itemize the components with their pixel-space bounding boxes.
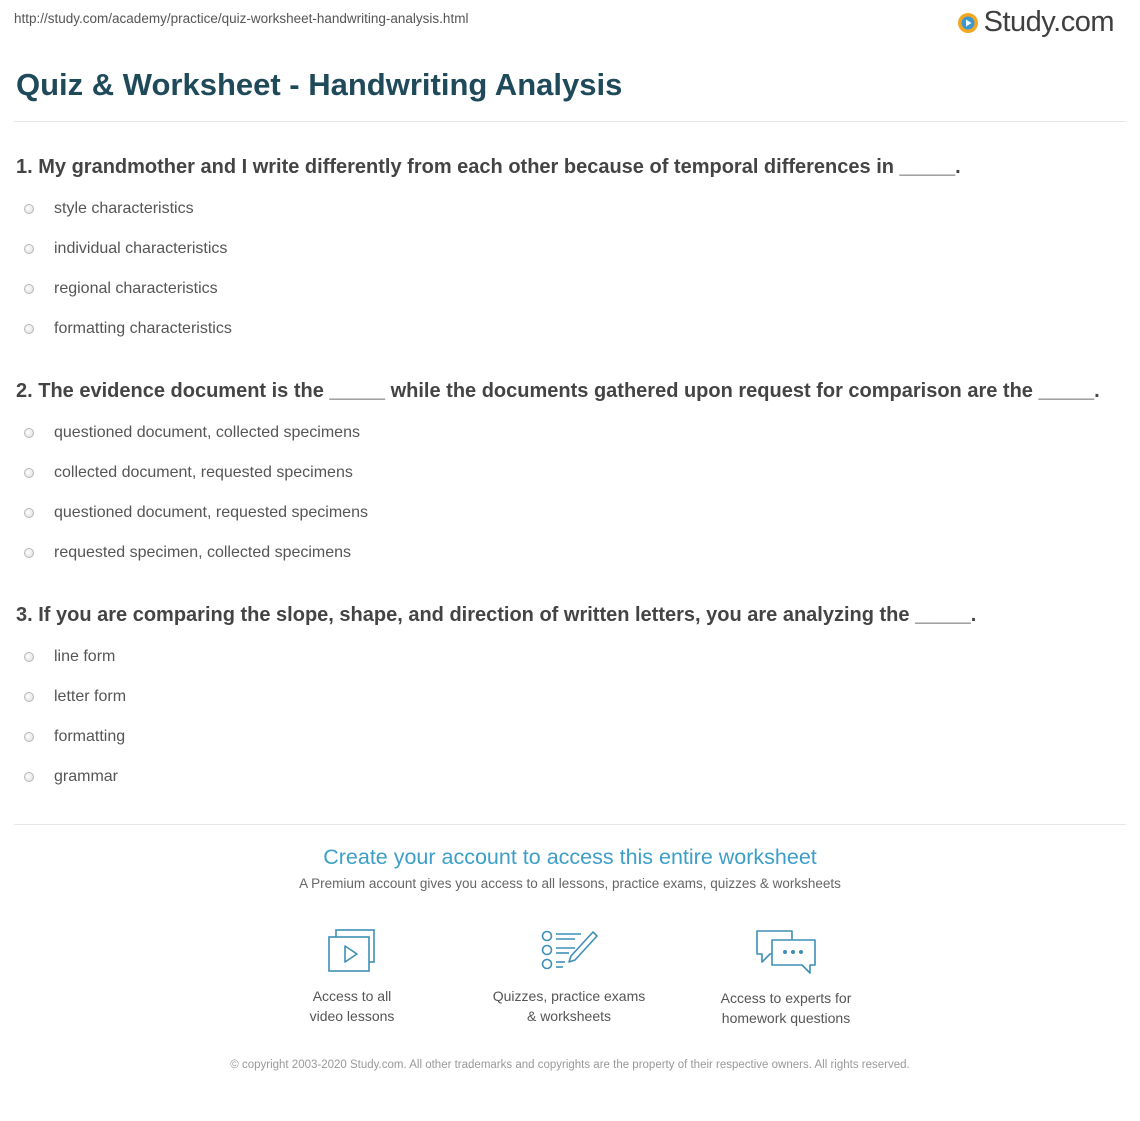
question-2 bbox=[16, 378, 1126, 573]
option-label: formatting bbox=[54, 728, 126, 745]
question-text: 2. The evidence document is the _____ while the documents gathered upon request for comparison are the _____. bbox=[16, 380, 1100, 402]
feature-label-line1: Quizzes, practice exams bbox=[492, 988, 646, 1004]
study-logo-icon bbox=[956, 11, 980, 35]
radio-button[interactable] bbox=[24, 508, 34, 518]
answer-option[interactable] bbox=[16, 677, 1126, 717]
study-logo[interactable] bbox=[956, 6, 1114, 39]
answer-option[interactable] bbox=[16, 533, 1126, 573]
radio-button[interactable] bbox=[24, 772, 34, 782]
question-text: 1. My grandmother and I write differently from each other because of temporal differences in _____. bbox=[16, 156, 961, 178]
cta-title-link[interactable]: Create your account to access this entire worksheet bbox=[323, 845, 817, 869]
cta-section bbox=[0, 845, 1140, 891]
video-lesson-icon bbox=[326, 928, 378, 974]
radio-button[interactable] bbox=[24, 468, 34, 478]
answer-option[interactable] bbox=[16, 189, 1126, 229]
feature-label-line1: Access to experts for bbox=[720, 990, 852, 1006]
answer-option[interactable] bbox=[16, 637, 1126, 677]
page-title: Quiz & Worksheet - Handwriting Analysis bbox=[16, 67, 623, 102]
option-label: grammar bbox=[54, 768, 119, 785]
radio-button[interactable] bbox=[24, 324, 34, 334]
radio-button[interactable] bbox=[24, 204, 34, 214]
feature-quizzes[interactable] bbox=[469, 928, 669, 1026]
answer-option[interactable] bbox=[16, 269, 1126, 309]
answer-option[interactable] bbox=[16, 493, 1126, 533]
feature-label-line2: homework questions bbox=[721, 1010, 851, 1026]
copyright-notice: © copyright 2003-2020 Study.com. All other trademarks and copyrights are the property of their respective owners. All rights reserved. bbox=[230, 1059, 910, 1071]
radio-button[interactable] bbox=[24, 428, 34, 438]
option-label: individual characteristics bbox=[54, 240, 228, 257]
radio-button[interactable] bbox=[24, 548, 34, 558]
chat-experts-icon bbox=[754, 928, 818, 976]
answer-option[interactable] bbox=[16, 413, 1126, 453]
option-label: collected document, requested specimens bbox=[54, 464, 353, 481]
cta-subtitle: A Premium account gives you access to all lessons, practice exams, quizzes & worksheets bbox=[299, 876, 841, 891]
option-label: requested specimen, collected specimens bbox=[54, 544, 352, 561]
answer-option[interactable] bbox=[16, 309, 1126, 349]
feature-video-lessons[interactable] bbox=[252, 928, 452, 1026]
answer-option[interactable] bbox=[16, 229, 1126, 269]
quiz-checklist-icon bbox=[539, 928, 599, 974]
section-divider bbox=[14, 824, 1126, 825]
radio-button[interactable] bbox=[24, 284, 34, 294]
page-url: http://study.com/academy/practice/quiz-worksheet-handwriting-analysis.html bbox=[14, 11, 469, 26]
answer-option[interactable] bbox=[16, 453, 1126, 493]
answer-option[interactable] bbox=[16, 757, 1126, 797]
radio-button[interactable] bbox=[24, 652, 34, 662]
question-text: 3. If you are comparing the slope, shape, and direction of written letters, you are analyzing the _____. bbox=[16, 604, 977, 626]
feature-label-line2: video lessons bbox=[309, 1008, 395, 1024]
feature-experts[interactable] bbox=[686, 928, 886, 1028]
feature-label-line1: Access to all bbox=[312, 988, 392, 1004]
option-label: regional characteristics bbox=[54, 280, 218, 297]
question-1 bbox=[16, 154, 1126, 349]
option-label: letter form bbox=[54, 688, 127, 705]
option-label: questioned document, requested specimens bbox=[54, 504, 368, 521]
radio-button[interactable] bbox=[24, 692, 34, 702]
option-label: questioned document, collected specimens bbox=[54, 424, 360, 441]
study-logo-text: Study.com bbox=[983, 6, 1114, 38]
title-divider bbox=[14, 121, 1126, 122]
option-label: line form bbox=[54, 648, 116, 665]
top-bar bbox=[0, 0, 1140, 50]
radio-button[interactable] bbox=[24, 732, 34, 742]
radio-button[interactable] bbox=[24, 244, 34, 254]
option-label: formatting characteristics bbox=[54, 320, 232, 337]
answer-option[interactable] bbox=[16, 717, 1126, 757]
feature-label-line2: & worksheets bbox=[526, 1008, 612, 1024]
question-3 bbox=[16, 602, 1126, 797]
option-label: style characteristics bbox=[54, 200, 194, 217]
